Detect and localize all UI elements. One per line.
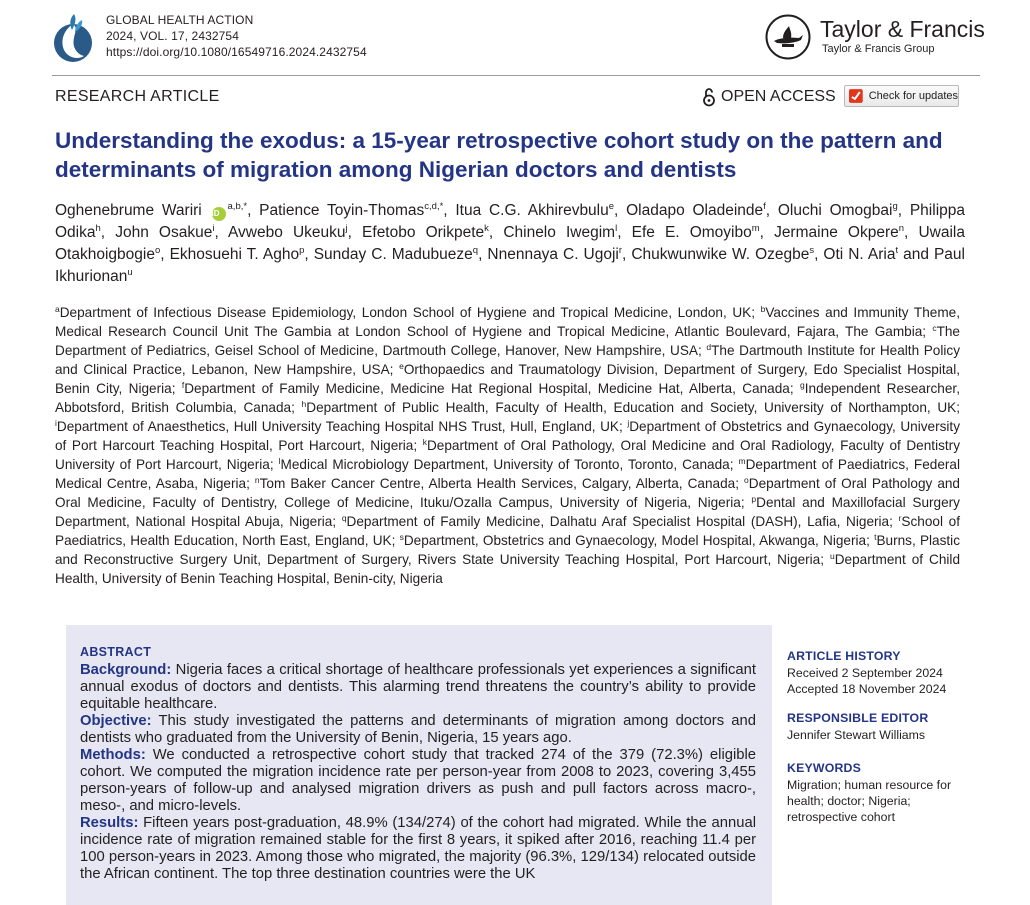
affiliation-sup: b	[760, 304, 766, 314]
abstract-section-label: Objective:	[80, 713, 152, 729]
author-name: Paul Ikhurionan	[55, 246, 965, 285]
affiliation-sup: h	[301, 399, 307, 409]
author-affiliation-sup: g	[892, 201, 898, 212]
author-affiliation-sup: o	[154, 245, 161, 256]
affiliation-text: Burns, Plastic and Reconstructive Surgery Unit, Department of Surgery, Rivers State University Teaching Hospital, Port Harcourt, Nigeria;	[55, 533, 960, 567]
author-affiliation-sup: q	[472, 245, 479, 256]
publisher-name: Taylor & Francis	[820, 16, 985, 42]
author-name: Itua C.G. Akhirevbulu	[455, 202, 609, 219]
author-name: John Osakue	[115, 224, 213, 241]
affiliation-sup: d	[706, 342, 712, 352]
open-access-badge	[702, 87, 836, 107]
affiliation-sup: p	[751, 494, 757, 504]
abstract-body	[80, 662, 756, 883]
editor-name: Jennifer Stewart Williams	[787, 728, 926, 742]
article-history-heading: ARTICLE HISTORY	[787, 649, 901, 663]
taylor-francis-lamp-icon	[765, 14, 811, 60]
affiliation-sup: c	[932, 323, 937, 333]
abstract-section	[80, 713, 756, 747]
affiliation-sup: i	[55, 418, 57, 428]
abstract-section-text: We conducted a retrospective cohort study that tracked 274 of the 379 (72.3%) eligible cohort. We computed the migration incidence rate per person-year from 2008 to 2023, covering 3,455 person-years of follow-up and analysed migration drivers as push and pull factors across macro-, meso-, and micro-levels.	[80, 747, 756, 814]
affiliation-text: Department of Family Medicine, Medicine Hat Regional Hospital, Medicine Hat, Alberta, Canada;	[184, 381, 794, 396]
journal-info	[106, 12, 367, 60]
author-affiliation-sup: k	[484, 223, 489, 234]
author-name: Oluchi Omogbai	[777, 202, 893, 219]
article-history	[787, 648, 987, 697]
author-name: Uwaila Otakhoigbogie	[55, 224, 965, 263]
author-name: Efe E. Omoyibo	[631, 224, 752, 241]
affiliation-sup: n	[254, 475, 260, 485]
author-affiliation-sup: f	[763, 201, 766, 212]
author-affiliation-sup: j	[345, 223, 348, 234]
affiliation-sup: l	[278, 456, 281, 466]
journal-logo-icon	[52, 10, 98, 64]
affiliation-sup: a	[55, 304, 60, 314]
affiliation-text: Department, Obstetrics and Gynaecology, Model Hospital, Akwanga, Nigeria;	[403, 533, 870, 548]
accepted-date: Accepted 18 November 2024	[787, 682, 947, 696]
responsible-editor-heading: RESPONSIBLE EDITOR	[787, 711, 929, 725]
affiliation-sup: g	[800, 380, 805, 390]
affiliation-text: Department of Obstetrics and Gynaecology, University of Port Harcourt Teaching Hospital, Port Harcourt, Nigeria;	[55, 419, 961, 453]
affiliation-sup: u	[830, 551, 835, 561]
affiliation-sup: o	[744, 475, 749, 485]
affiliation-sup: m	[738, 456, 746, 466]
affiliation-text: Department of Family Medicine, Dalhatu Araf Specialist Hospital (DASH), Lafia, Nigeria;	[346, 514, 893, 529]
abstract-section	[80, 747, 756, 815]
journal-doi-link[interactable]: https://doi.org/10.1080/16549716.2024.2432754	[106, 45, 367, 59]
abstract-section-label: Results:	[80, 815, 139, 831]
author-affiliation-sup: e	[608, 201, 615, 212]
author-name: Ekhosuehi T. Agho	[169, 246, 300, 263]
author-name: Sunday C. Madubueze	[313, 246, 473, 263]
responsible-editor	[787, 710, 987, 743]
author-name: Oghenebrume Wariri	[55, 202, 202, 219]
author-name: Oti N. Aria	[823, 246, 896, 263]
affiliation-text: The Dartmouth Institute for Health Policy and Clinical Practice, Lebanon, New Hampshire, USA;	[55, 343, 961, 377]
affiliation-sup: e	[399, 361, 404, 371]
affiliation-sup: f	[181, 380, 185, 390]
abstract-section	[80, 662, 756, 713]
article-type: RESEARCH ARTICLE	[55, 88, 220, 105]
affiliation-text: Dental and Maxillofacial Surgery Department, National Hospital Abuja, Nigeria;	[55, 495, 960, 529]
keywords-list: Migration; human resource for health; doctor; Nigeria; retrospective cohort	[787, 778, 952, 824]
journal-name: GLOBAL HEALTH ACTION	[106, 13, 254, 27]
keywords-heading: KEYWORDS	[787, 761, 862, 775]
affiliation-text: Department of Oral Pathology and Oral Medicine, Faculty of Dentistry, College of Medicine, Ituku/Ozalla Campus, University of Nigeria, Nigeria;	[55, 476, 960, 510]
author-name: Jermaine Okpere	[774, 224, 899, 241]
author-affiliation-sup: t	[895, 245, 899, 256]
affiliation-text: The Department of Pediatrics, Geisel School of Medicine, Dartmouth College, Hanover, New Hampshire, USA;	[55, 324, 960, 358]
keywords	[787, 760, 962, 825]
affiliation-text: Department of Oral Pathology, Oral Medicine and Oral Radiology, Faculty of Dentistry University of Port Harcourt, Nigeria;	[55, 438, 960, 472]
author-affiliation-sup: s	[809, 245, 815, 256]
affiliation-text: Independent Researcher, Abbotsford, British Columbia, Canada;	[55, 381, 960, 415]
author-affiliation-sup: c,d,*	[424, 201, 444, 212]
affiliation-text: Department of Public Health, Faculty of Health, Education and Society, University of Northampton, UK;	[306, 400, 961, 415]
author-affiliation-sup: r	[618, 245, 623, 256]
journal-volume: 2024, VOL. 17, 2432754	[106, 29, 239, 43]
author-affiliation-sup: n	[898, 223, 905, 234]
author-name: Nnennaya C. Ugoji	[487, 246, 619, 263]
author-affiliation-sup: a,b,*	[227, 201, 248, 212]
check-updates-icon	[848, 88, 864, 104]
author-name: Oladapo Oladeinde	[626, 202, 764, 219]
author-affiliation-sup: u	[127, 267, 133, 278]
affiliations	[55, 303, 960, 588]
abstract-section	[80, 815, 756, 883]
abstract-section-label: Background:	[80, 662, 172, 678]
author-name: Patience Toyin-Thomas	[259, 202, 425, 219]
abstract-heading: ABSTRACT	[80, 645, 152, 659]
affiliation-sup: q	[341, 513, 347, 523]
author-affiliation-sup: p	[299, 245, 305, 256]
author-affiliation-sup: l	[615, 223, 618, 234]
open-access-lock-icon	[702, 87, 716, 107]
open-access-label: OPEN ACCESS	[721, 88, 836, 105]
author-affiliation-sup: i	[212, 223, 215, 234]
abstract-section-text: Nigeria faces a critical shortage of healthcare professionals yet experiences a significant annual exodus of doctors and dentists. This alarming trend threatens the country’s ability to provide equitable healthcare.	[80, 662, 756, 712]
affiliation-text: Department of Paediatrics, Federal Medical Centre, Asaba, Nigeria;	[55, 457, 960, 491]
received-date: Received 2 September 2024	[787, 666, 943, 680]
affiliation-sup: s	[399, 532, 404, 542]
affiliation-text: Tom Baker Cancer Centre, Alberta Health Services, Calgary, Alberta, Canada;	[259, 476, 739, 491]
affiliation-text: Medical Microbiology Department, University of Toronto, Toronto, Canada;	[280, 457, 734, 472]
header-divider	[52, 75, 980, 76]
author-name: Avwebo Ukeuku	[228, 224, 346, 241]
affiliation-text: School of Paediatrics, Health Education, North East, England, UK;	[55, 514, 960, 548]
affiliation-sup: r	[898, 513, 902, 523]
check-updates-label: Check for updates	[868, 90, 958, 102]
affiliation-sup: k	[422, 437, 427, 447]
author-list: Oghenebrume Wariri $iD^{a,b,*}$, Patience Toyin-Thomas$^{c,d,*}$, Itua C.G. Akhirevbulu$^e$, Oladapo Oladeinde$^f$, Oluchi Omogbai$^g$, Philippa Odika$^h$, John Osakue$^i$, Avwebo Ukeuku$^j$, Efetobo Orikpete$^k$, Chinelo Iwegim$^l$, Efe E. Omoyibo$^m$, Jermaine Okpere$^n$, Uwaila Otakhoigbogie$^o$, Ekhosuehi T. Agho$^p$, Sunday C. Madubueze$^q$, Nnennaya C. Ugoji$^r$, Chukwunwike W. Ozegbe$^s$, Oti N. Aria$^t$ and Paul Ikhurionan$^u$	[55, 201, 965, 285]
affiliation-text: Department of Anaesthetics, Hull University Teaching Hospital NHS Trust, Hull, England, UK;	[56, 419, 623, 434]
affiliation-sup: j	[627, 418, 630, 428]
check-for-updates-button[interactable]	[844, 85, 959, 107]
author-name: Chinelo Iwegim	[503, 224, 616, 241]
article-title: Understanding the exodus: a 15-year retrospective cohort study on the pattern and determinants of migration among Nigerian doctors and dentists	[55, 128, 943, 182]
author-name: Efetobo Orikpete	[362, 224, 485, 241]
abstract-section-text: Fifteen years post-graduation, 48.9% (134/274) of the cohort had migrated. While the annual incidence rate of migration remained stable for the first 8 years, it spiked after 2016, reaching 11.4 per 100 person-years in 2023. Among those who migrated, the majority (96.3%, 129/134) relocated outside the African continent. The top three destination countries were the UK	[80, 815, 756, 882]
author-name: Philippa Odika	[55, 202, 965, 241]
affiliation-text: Department of Child Health, University of Benin Teaching Hospital, Benin-city, Nigeria	[55, 552, 960, 586]
author-name: Chukwunwike W. Ozegbe	[631, 246, 810, 263]
publisher-logo	[765, 14, 985, 64]
author-affiliation-sup: m	[751, 223, 760, 234]
abstract-section-text: This study investigated the patterns and determinants of migration among doctors and dentists who graduated from the University of Benin, Nigeria, 15 years ago.	[80, 713, 756, 746]
affiliation-text: Department of Infectious Disease Epidemiology, London School of Hygiene and Tropical Medicine, London, UK;	[59, 305, 756, 320]
orcid-icon[interactable]: iD	[212, 207, 226, 221]
affiliation-text: Orthopaedics and Traumatology Division, Department of Surgery, Edo Specialist Hospital, Benin City, Nigeria;	[55, 362, 961, 396]
abstract-section-label: Methods:	[80, 747, 146, 763]
publisher-group: Taylor & Francis Group	[822, 43, 935, 55]
affiliation-text: Vaccines and Immunity Theme, Medical Research Council Unit The Gambia at London School of Hygiene and Tropical Medicine, Atlantic Boulevard, Fajara, The Gambia;	[55, 305, 960, 339]
author-affiliation-sup: h	[95, 223, 101, 234]
affiliation-sup: t	[874, 532, 877, 542]
